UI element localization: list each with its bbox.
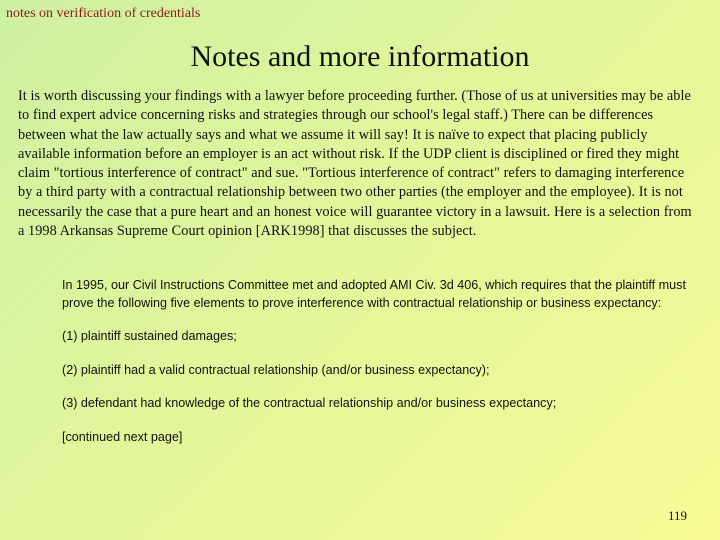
quote-item-1: (1) plaintiff sustained damages; [62,329,237,343]
slide-header: notes on verification of credentials [6,6,201,21]
continued-note: [continued next page] [62,429,183,444]
quote-item-2: (2) plaintiff had a valid contractual relationship (and/or business expectancy); [62,362,490,377]
quote-intro: In 1995, our Civil Instructions Committee met and adopted AMI Civ. 3d 406, which requires that the plaintiff must prove the following five elements to prove interference with contractual relationship or business expectancy: [62,278,686,310]
quote-item-3: (3) defendant had knowledge of the contractual relationship and/or business expectancy; [62,396,557,410]
slide-title: Notes and more information [190,40,530,73]
court-opinion-quote [62,277,692,462]
page-number: 119 [668,508,688,523]
body-paragraph: It is worth discussing your findings with a lawyer before proceeding further. (Those of us at universities may be able to find expert advice concerning risks and strategies through our school's legal staff.) There can be differences between what the law actually says and what we assume it will say! It is naïve to expect that placing publicly available information before an employer is an act without risk. If the UDP client is disciplined or fired they might claim "tortious interference of contract" and sue. "Tortious interference of contract" refers to damaging interference by a third party with a contractual relationship between two other parties (the employer and the employee). It is not necessarily the case that a pure heart and an honest voice will guarantee victory in a lawsuit. Here is a selection from a 1998 Arkansas Supreme Court opinion [ARK1998] that discusses the subject. [18,88,692,240]
